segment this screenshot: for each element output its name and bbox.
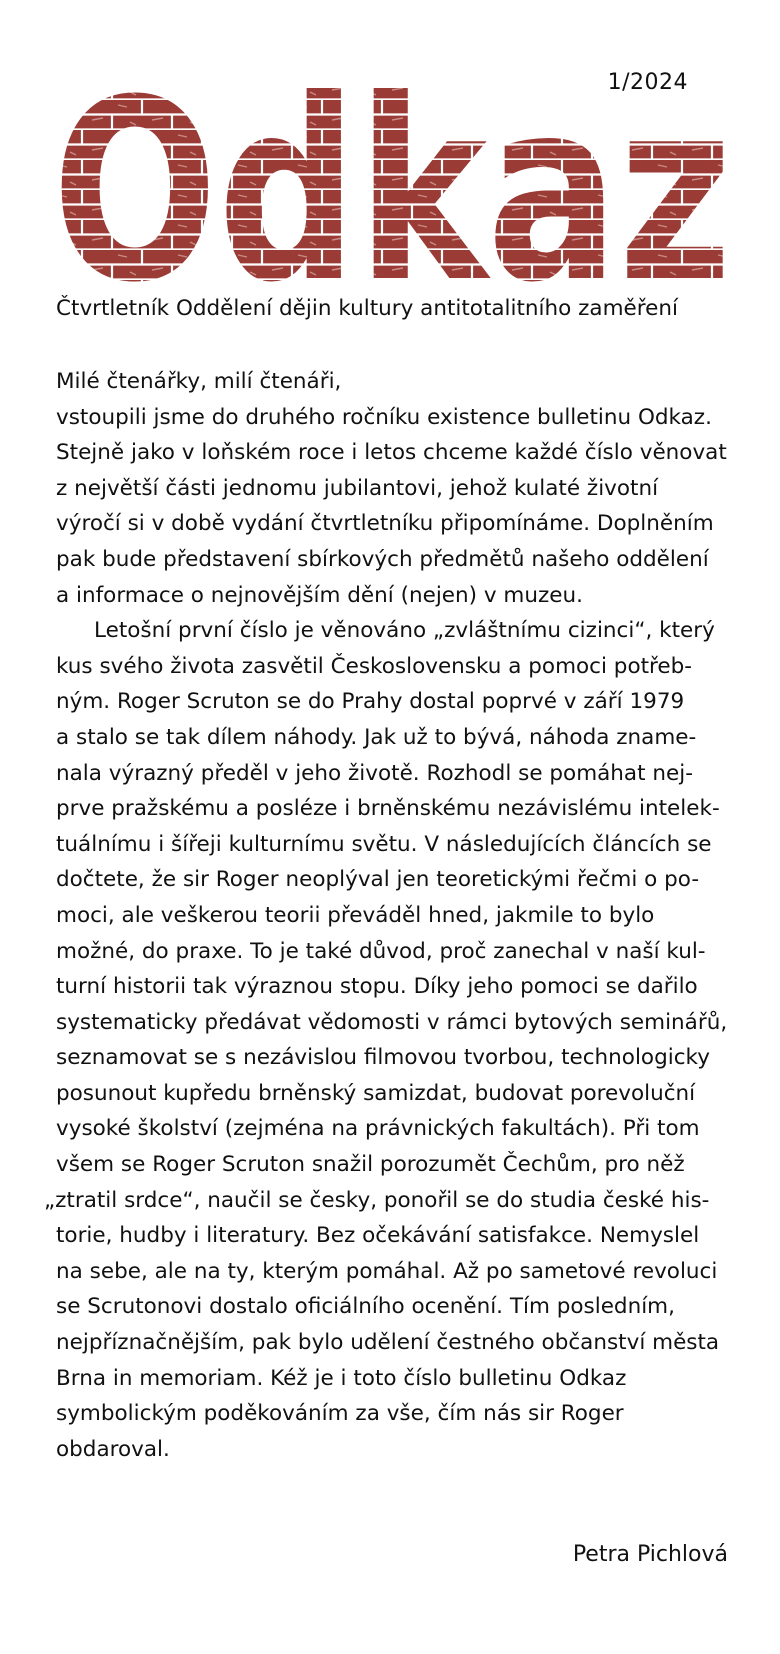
logo-graphic xyxy=(52,70,732,282)
text-line: dočtete, že sir Roger neoplýval jen teoretickými řečmi o po- xyxy=(56,867,700,893)
text-line: „ztratil srdce“, naučil se česky, ponořil se do studia české his- xyxy=(44,1187,710,1213)
text-line: pak bude představení sbírkových předmětů našeho oddělení xyxy=(56,546,709,572)
text-line: a informace o nejnovějším dění (nejen) v muzeu. xyxy=(56,582,583,608)
text-line: možné, do praxe. To je také důvod, proč zanechal v naší kul- xyxy=(56,938,706,964)
text-line: Stejně jako v loňském roce i letos chceme každé číslo věnovat xyxy=(56,440,727,466)
text-line: se Scrutonovi dostalo oficiálního ocenění. Tím posledním, xyxy=(56,1294,675,1320)
text-line: tuálnímu i šířeji kulturnímu světu. V následujících článcích se xyxy=(56,831,712,857)
text-line: nala výrazný předěl v jeho životě. Rozhodl se pomáhat nej- xyxy=(56,760,693,786)
masthead-logo xyxy=(52,70,732,282)
text-line: a stalo se tak dílem náhody. Jak už to bývá, náhoda zname- xyxy=(56,724,697,750)
text-line: všem se Roger Scruton snažil porozumět Čechům, pro něž xyxy=(56,1152,685,1178)
text-line: výročí si v době vydání čtvrtletníku připomínáme. Doplněním xyxy=(56,511,714,537)
text-line: nejpříznačnějším, pak bylo udělení čestného občanství města xyxy=(56,1330,720,1356)
logo-text: Odkaz xyxy=(52,70,732,282)
text-line: Milé čtenářky, milí čtenáři, xyxy=(56,369,342,394)
text-line: posunout kupředu brněnský samizdat, budovat porevoluční xyxy=(56,1080,696,1106)
text-line: turní historii tak výraznou stopu. Díky jeho pomoci se dařilo xyxy=(56,974,698,1000)
text-line: kus svého života zasvětil Československu a pomoci potřeb- xyxy=(56,653,693,679)
text-line: z největší části jednomu jubilantovi, jehož kulaté životní xyxy=(56,475,659,501)
bulletin-subtitle: Čtvrtletník Oddělení dějin kultury antitotalitního zaměření xyxy=(56,296,678,321)
text-line: systematicky předávat vědomosti v rámci bytových seminářů, xyxy=(56,1009,728,1035)
text-line: na sebe, ale na ty, kterým pomáhal. Až po sametové revoluci xyxy=(56,1258,718,1284)
issue-number: 1/2024 xyxy=(607,70,688,95)
text-line: prve pražskému a posléze i brněnskému nezávislému intelek- xyxy=(56,796,720,822)
text-line: seznamovat se s nezávislou filmovou tvorbou, technologicky xyxy=(56,1045,710,1071)
editorial-text xyxy=(44,364,736,1467)
text-line: moci, ale veškerou teorii převáděl hned, jakmile to bylo xyxy=(56,902,655,928)
text-line: torie, hudby i literatury. Bez očekávání satisfakce. Nemyslel xyxy=(56,1223,700,1249)
text-line: symbolickým poděkováním za vše, čím nás sir Roger xyxy=(56,1401,624,1427)
author-signature: Petra Pichlová xyxy=(572,1542,728,1567)
text-line: ným. Roger Scruton se do Prahy dostal poprvé v září 1979 xyxy=(56,689,685,715)
text-line: vysoké školství (zejména na právnických fakultách). Při tom xyxy=(56,1116,700,1142)
text-line: Letošní první číslo je věnováno „zvláštnímu cizinci“, který xyxy=(94,618,715,644)
text-line: obdaroval. xyxy=(56,1436,170,1462)
text-line: vstoupili jsme do druhého ročníku existence bulletinu Odkaz. xyxy=(56,404,712,430)
text-line: Brna in memoriam. Kéž je i toto číslo bulletinu Odkaz xyxy=(56,1365,627,1391)
